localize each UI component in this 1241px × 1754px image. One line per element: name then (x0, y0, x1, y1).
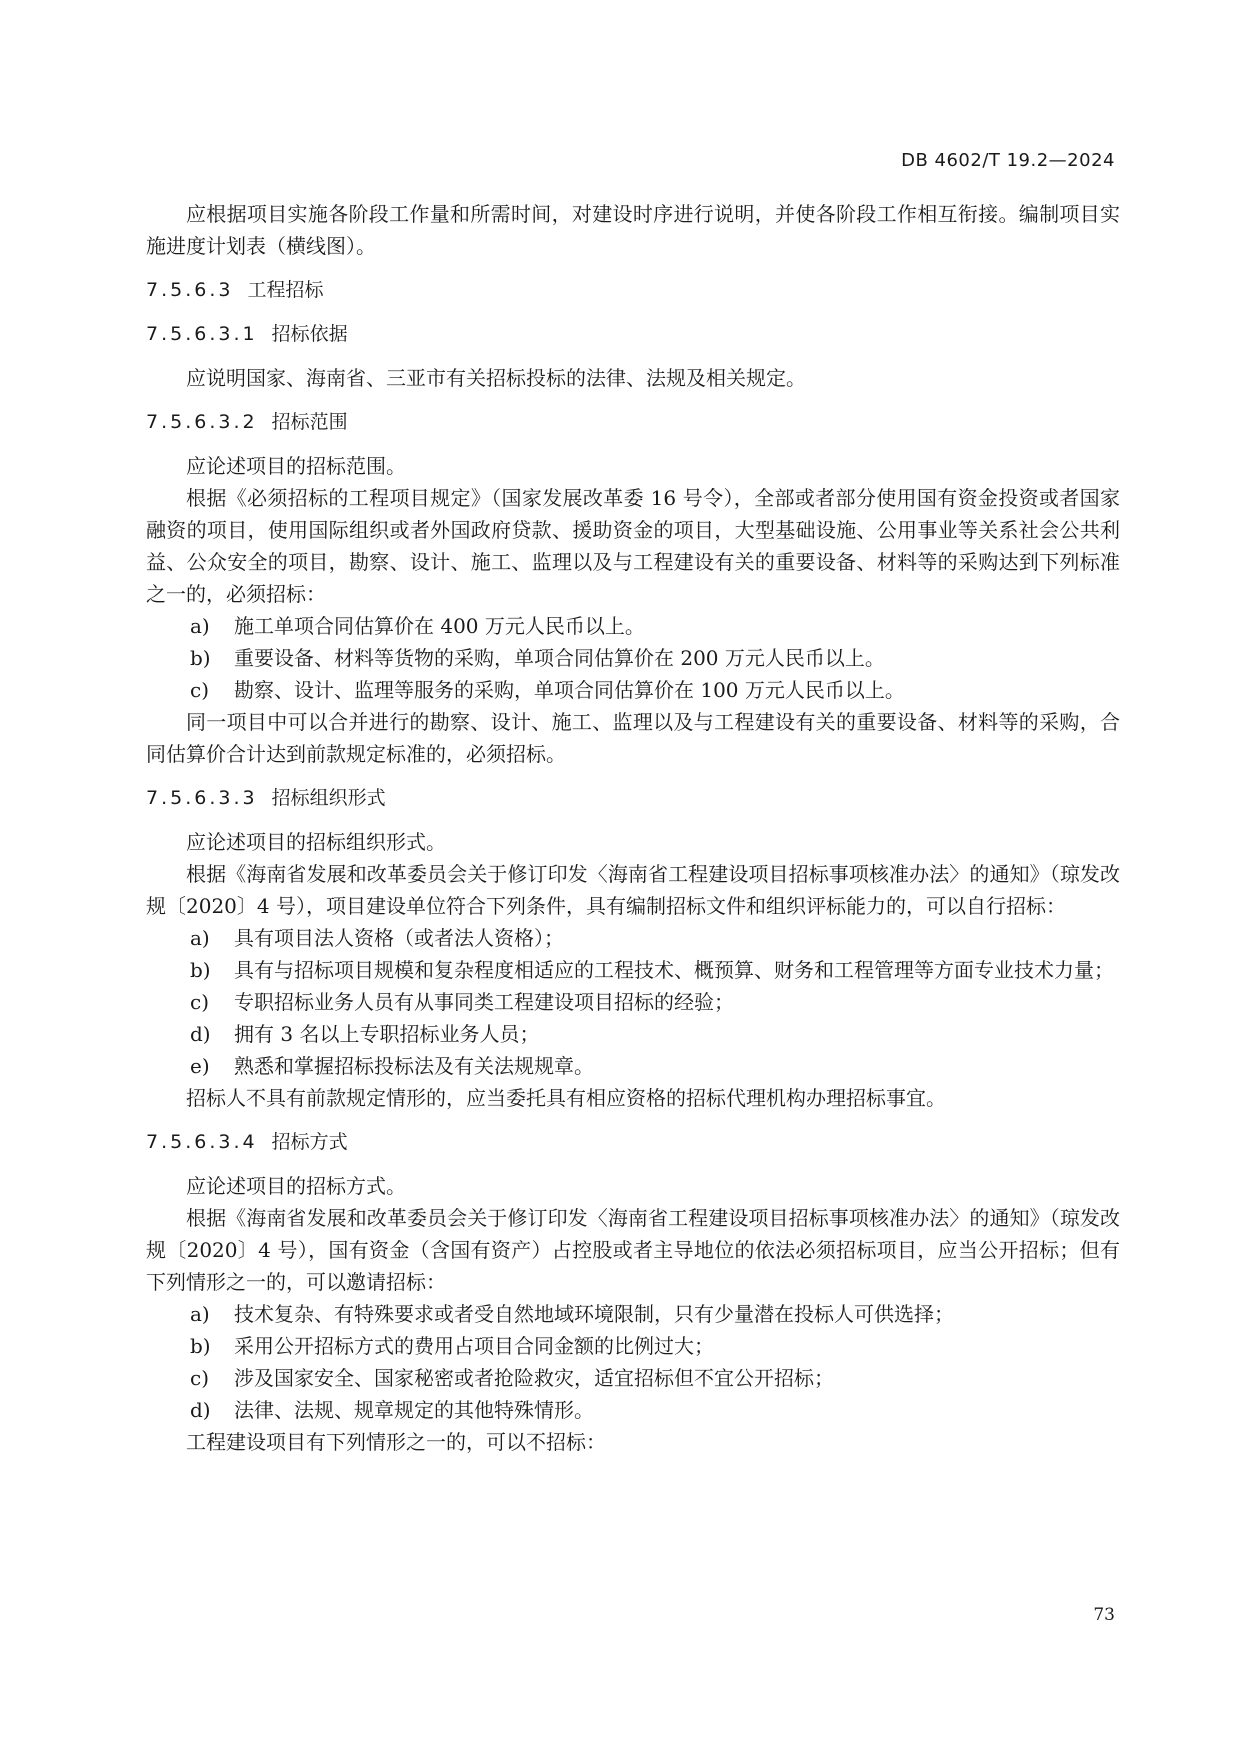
section-heading (146, 1126, 1120, 1158)
paragraph: 招标人不具有前款规定情形的，应当委托具有相应资格的招标代理机构办理招标事宜。 (186, 1086, 946, 1110)
section-number: 7.5.6.3.2 (146, 411, 258, 433)
paragraph: 应论述项目的招标组织形式。 (186, 830, 446, 854)
list-item (146, 1362, 1120, 1394)
paragraph: 同一项目中可以合并进行的勘察、设计、施工、监理以及与工程建设有关的重要设备、材料等的采购，合同估算价合计达到前款规定标准的，必须招标。 (146, 710, 1120, 766)
section-heading (146, 318, 1120, 350)
section-number: 7.5.6.3 (146, 279, 234, 301)
list-item-text: 采用公开招标方式的费用占项目合同金额的比例过大； (234, 1334, 714, 1358)
document-body (146, 198, 1120, 1458)
list-item-text: 具有项目法人资格（或者法人资格）； (234, 926, 564, 950)
list-item (146, 1394, 1120, 1426)
list-marker: c) (190, 1366, 210, 1390)
section-title: 招标组织形式 (271, 787, 386, 809)
list-item (146, 674, 1120, 706)
list-item (146, 1050, 1120, 1082)
list-item-text: 具有与招标项目规模和复杂程度相适应的工程技术、概预算、财务和工程管理等方面专业技术力量； (234, 958, 1114, 982)
list-marker: c) (190, 990, 210, 1014)
list (146, 1298, 1120, 1426)
list-item-text: 涉及国家安全、国家秘密或者抢险救灾，适宜招标但不宜公开招标； (234, 1366, 834, 1390)
list-item-text: 勘察、设计、监理等服务的采购，单项合同估算价在 100 万元人民币以上。 (234, 678, 905, 702)
paragraph: 应根据项目实施各阶段工作量和所需时间，对建设时序进行说明，并使各阶段工作相互衔接。编制项目实施进度计划表（横线图）。 (146, 202, 1120, 258)
paragraph: 根据《海南省发展和改革委员会关于修订印发〈海南省工程建设项目招标事项核准办法〉的通知》（琼发改规〔2020〕4 号），国有资金（含国有资产）占控股或者主导地位的依法必须招标项目，应当公开招标；但有下列情形之一的，可以邀请招标： (146, 1206, 1120, 1294)
list-marker: a) (190, 614, 210, 638)
page-number: 73 (1093, 1605, 1115, 1625)
list-item-text: 拥有 3 名以上专职招标业务人员； (234, 1022, 540, 1046)
section-title: 工程招标 (247, 279, 324, 301)
section-heading (146, 782, 1120, 814)
list-marker: b) (190, 958, 211, 982)
section-number: 7.5.6.3.4 (146, 1131, 258, 1153)
list-marker: a) (190, 1302, 210, 1326)
list-marker: a) (190, 926, 210, 950)
list-item (146, 610, 1120, 642)
list-item-text: 技术复杂、有特殊要求或者受自然地域环境限制，只有少量潜在投标人可供选择； (234, 1302, 954, 1326)
list-item-text: 施工单项合同估算价在 400 万元人民币以上。 (234, 614, 645, 638)
list-item-text: 熟悉和掌握招标投标法及有关法规规章。 (234, 1054, 594, 1078)
list-item-text: 法律、法规、规章规定的其他特殊情形。 (234, 1398, 594, 1422)
section-number: 7.5.6.3.1 (146, 323, 258, 345)
list-item (146, 642, 1120, 674)
list-item-text: 重要设备、材料等货物的采购，单项合同估算价在 200 万元人民币以上。 (234, 646, 885, 670)
section-heading (146, 274, 1120, 306)
list-item (146, 954, 1120, 986)
section-title: 招标依据 (271, 323, 348, 345)
list-marker: d) (190, 1022, 211, 1046)
section-title: 招标范围 (271, 411, 348, 433)
list-marker: e) (190, 1054, 210, 1078)
list-item (146, 986, 1120, 1018)
document-code: DB 4602/T 19.2—2024 (901, 150, 1115, 171)
list-marker: b) (190, 646, 211, 670)
paragraph: 应论述项目的招标范围。 (186, 454, 406, 478)
section-number: 7.5.6.3.3 (146, 787, 258, 809)
list-item-text: 专职招标业务人员有从事同类工程建设项目招标的经验； (234, 990, 734, 1014)
list-item (146, 1298, 1120, 1330)
list-item (146, 1018, 1120, 1050)
list-marker: c) (190, 678, 210, 702)
list-item (146, 1330, 1120, 1362)
section-heading (146, 406, 1120, 438)
list-marker: b) (190, 1334, 211, 1358)
paragraph: 应论述项目的招标方式。 (186, 1174, 406, 1198)
list-item (146, 922, 1120, 954)
paragraph: 工程建设项目有下列情形之一的，可以不招标： (186, 1430, 606, 1454)
list (146, 610, 1120, 706)
paragraph: 应说明国家、海南省、三亚市有关招标投标的法律、法规及相关规定。 (186, 366, 806, 390)
list (146, 922, 1120, 1082)
paragraph: 根据《海南省发展和改革委员会关于修订印发〈海南省工程建设项目招标事项核准办法〉的通知》（琼发改规〔2020〕4 号），项目建设单位符合下列条件，具有编制招标文件和组织评标能力的，可以自行招标： (146, 862, 1120, 918)
list-marker: d) (190, 1398, 211, 1422)
section-title: 招标方式 (271, 1131, 348, 1153)
paragraph: 根据《必须招标的工程项目规定》（国家发展改革委 16 号令），全部或者部分使用国有资金投资或者国家融资的项目，使用国际组织或者外国政府贷款、援助资金的项目，大型基础设施、公用事业等关系社会公共利益、公众安全的项目，勘察、设计、施工、监理以及与工程建设有关的重要设备、材料等的采购达到下列标准之一的，必须招标： (146, 486, 1120, 606)
